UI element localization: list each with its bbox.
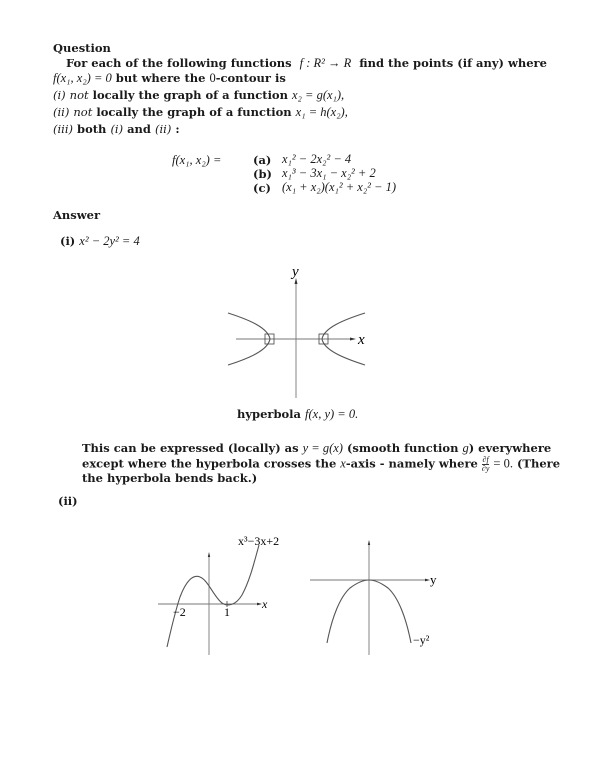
function-a-expr: x₁² − 2x₂² − 4 <box>282 152 352 166</box>
question-item-ii <box>53 105 348 120</box>
para-text: ) everywhere <box>468 441 552 455</box>
line2-math: f(x₁, x₂) = 0 <box>53 71 112 85</box>
item-both: both <box>77 122 107 136</box>
intro-text-2: find the points (if any) where <box>359 56 547 70</box>
function-lhs: f(x₁, x₂) = <box>172 153 222 167</box>
question-heading: Question <box>53 41 111 55</box>
para-math: g <box>462 441 469 455</box>
cubic-y-arrow-icon <box>208 552 210 557</box>
function-c-label: (c) <box>253 181 271 195</box>
function-b-label: (b) <box>253 167 272 181</box>
item-text: locally the graph of a function <box>96 105 292 119</box>
parabola-x-label: y <box>430 572 437 587</box>
item-label: (ii) <box>53 105 70 119</box>
question-item-i <box>53 88 344 103</box>
x-axis-arrow-icon <box>350 338 356 341</box>
item-math: x₁ = h(x₂), <box>295 105 348 119</box>
x-axis-label: x <box>358 332 365 348</box>
para-math: y = g(x) <box>302 441 343 455</box>
intro-map: f : R² → R <box>299 56 352 70</box>
parabola-curve-label: −y² <box>413 633 430 647</box>
para-text: -axis - namely where <box>345 456 478 471</box>
tick-label-neg2: −2 <box>173 605 186 619</box>
cubic-x-label: x <box>262 597 268 611</box>
frac-denominator: ∂y <box>481 464 490 473</box>
item-not: not <box>69 88 89 102</box>
answer-heading: Answer <box>53 208 101 222</box>
frac-numerator: ∂f <box>482 455 489 464</box>
cubic-plot <box>150 525 300 660</box>
hyperbola-caption <box>237 407 358 422</box>
item-not: not <box>73 105 93 119</box>
para-math: = 0. <box>493 456 513 471</box>
item-and: and <box>127 122 151 136</box>
function-a-label: (a) <box>253 153 272 167</box>
parabola-plot <box>300 525 450 660</box>
item-ref2: (ii) <box>154 122 172 136</box>
caption-math: f(x, y) = 0. <box>305 407 359 421</box>
explanation-line-1 <box>82 441 551 456</box>
line2-zero: 0 <box>209 71 216 85</box>
para-text: (There <box>516 456 561 471</box>
item-ref1: (i) <box>110 122 124 136</box>
question-line-2 <box>53 71 286 86</box>
intro-text-1: For each of the following functions <box>66 56 292 70</box>
function-b-expr: x₁³ − 3x₁ − x₂² + 2 <box>282 166 376 180</box>
tick-label-1: 1 <box>224 605 230 619</box>
item-text: locally the graph of a function <box>92 88 288 102</box>
parabola-y-arrow-icon <box>368 540 370 545</box>
cubic-curve-label: x³−3x+2 <box>238 534 280 548</box>
part-i-label: (i) <box>60 234 76 248</box>
para-text: This can be expressed (locally) as <box>82 441 299 455</box>
item-label: (i) <box>53 88 66 102</box>
question-intro-line <box>66 56 547 71</box>
part-i-equation: x² − 2y² = 4 <box>79 234 140 248</box>
para-text: except where the hyperbola crosses the <box>82 456 337 471</box>
cubic-curve <box>167 545 259 647</box>
answer-part-i <box>60 234 140 249</box>
para-math: x <box>340 456 346 471</box>
line2-text: but where the <box>115 71 206 85</box>
item-colon: : <box>175 122 180 136</box>
item-math: x₂ = g(x₁), <box>291 88 345 102</box>
item-label: (iii) <box>53 122 74 136</box>
explanation-line-3: the hyperbola bends back.) <box>82 471 258 485</box>
partial-fraction <box>482 456 490 473</box>
para-text: (smooth function <box>346 441 459 455</box>
hyperbola-figure <box>220 260 380 400</box>
function-c-expr: (x₁ + x₂)(x₁² + x₂² − 1) <box>282 180 397 194</box>
question-item-iii <box>53 122 180 136</box>
part-ii-label: (ii) <box>58 494 78 508</box>
y-axis-label: y <box>292 264 299 280</box>
caption-bold: hyperbola <box>237 407 301 421</box>
line2-text2: -contour is <box>215 71 286 85</box>
